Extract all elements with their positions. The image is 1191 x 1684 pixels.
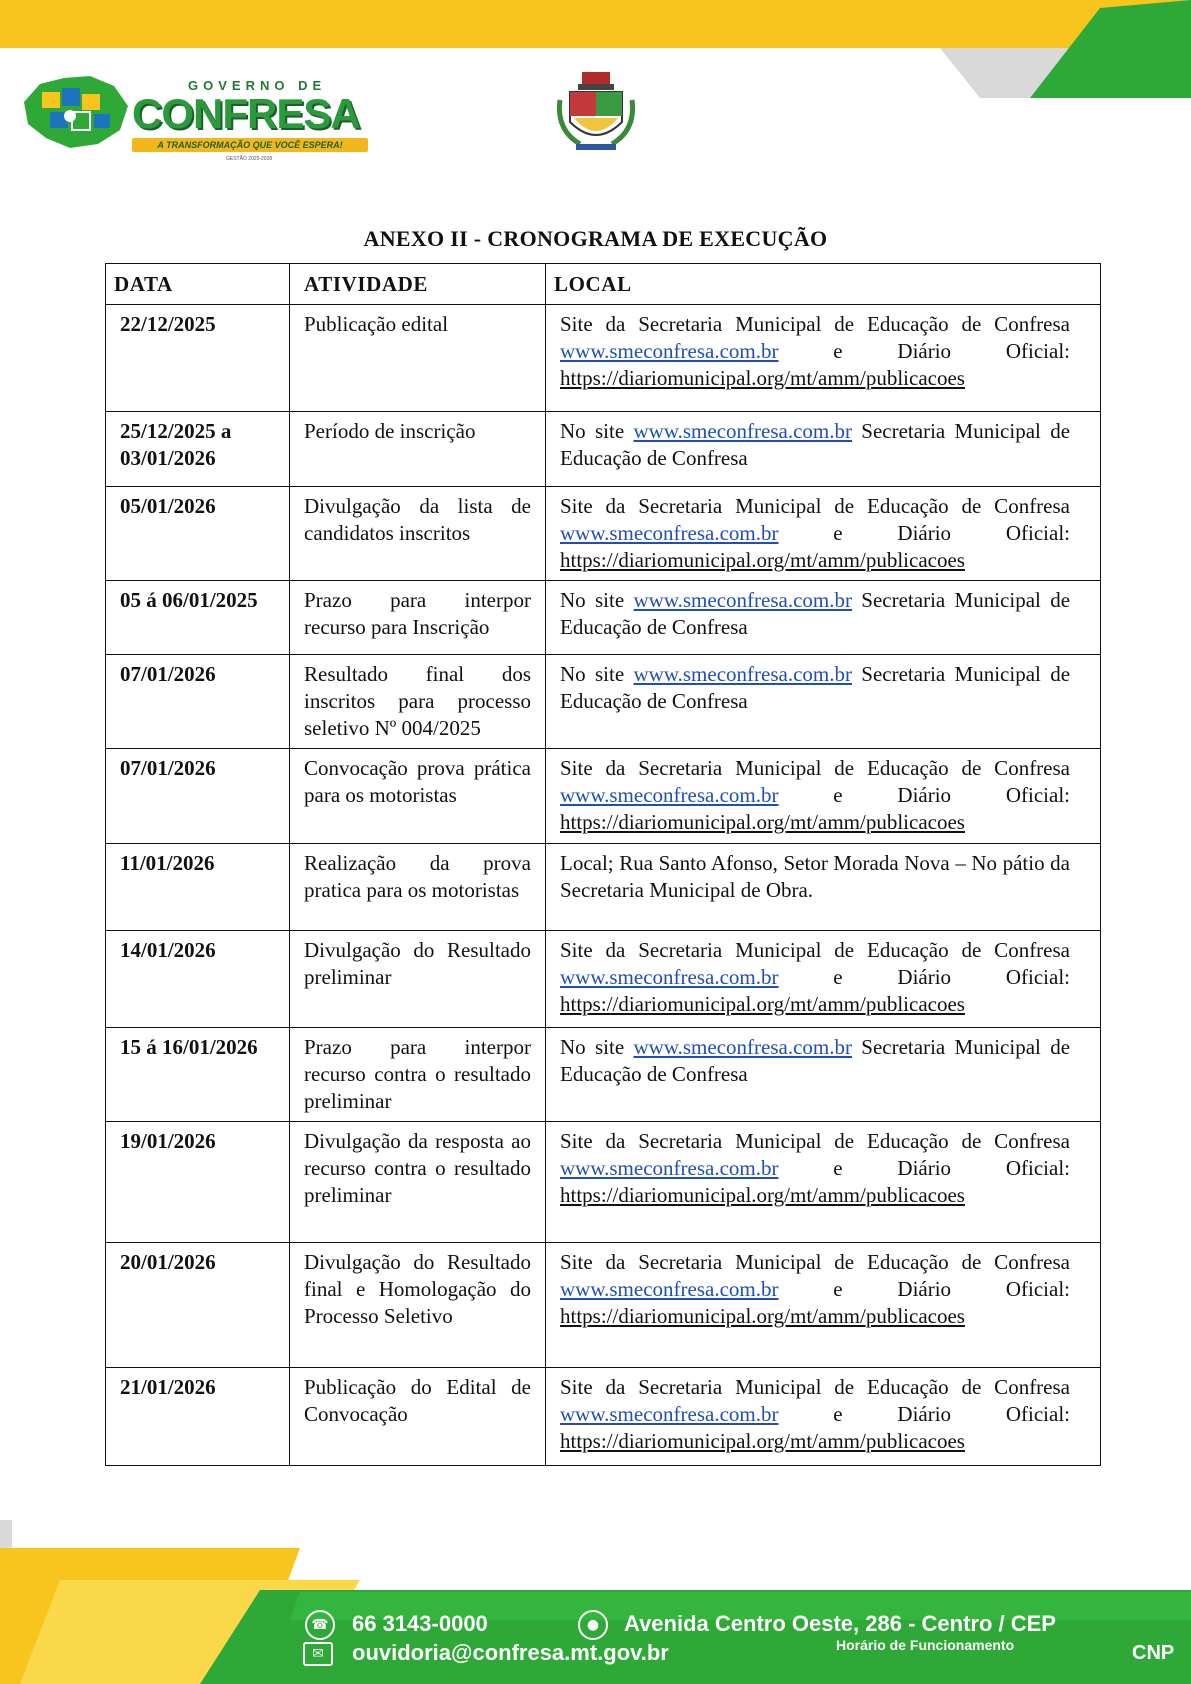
logo-term: GESTÃO 2025-2028 bbox=[226, 156, 273, 162]
confresa-logo bbox=[20, 68, 360, 168]
site-link[interactable]: www.smeconfresa.com.br bbox=[560, 521, 779, 545]
local-text: No site bbox=[560, 662, 634, 686]
table-row bbox=[106, 931, 1101, 1028]
table-row bbox=[106, 1122, 1101, 1243]
local-text: Site da Secretaria Municipal de Educação de Confresa bbox=[560, 1129, 1070, 1153]
row-local bbox=[546, 655, 1101, 749]
logo-tagline: A TRANSFORMAÇÃO QUE VOCÊ ESPERA! bbox=[132, 138, 368, 152]
row-local bbox=[546, 305, 1101, 412]
table-row bbox=[106, 487, 1101, 581]
mail-icon: ✉ bbox=[303, 1642, 333, 1666]
logo-government-label: GOVERNO DE bbox=[188, 78, 327, 93]
local-text: No site bbox=[560, 1035, 634, 1059]
local-text-suffix: Secretaria Municipal de Educação de Confresa bbox=[560, 588, 1071, 639]
row-date: 14/01/2026 bbox=[106, 931, 290, 1028]
row-activity: Convocação prova prática para os motoristas bbox=[290, 749, 546, 844]
footer-cnpj: CNP bbox=[1132, 1642, 1175, 1664]
local-text-suffix: e Diário Oficial: bbox=[778, 783, 1070, 807]
site-link[interactable]: www.smeconfresa.com.br bbox=[560, 339, 779, 363]
local-text-suffix: e Diário Oficial: bbox=[778, 521, 1070, 545]
row-activity: Divulgação do Resultado preliminar bbox=[290, 931, 546, 1028]
local-text-suffix: e Diário Oficial: bbox=[778, 1402, 1070, 1426]
row-date: 15 á 16/01/2026 bbox=[106, 1028, 290, 1122]
row-activity: Período de inscrição bbox=[290, 412, 546, 487]
local-text: Local; Rua Santo Afonso, Setor Morada Nova – No pátio da Secretaria Municipal de Obra. bbox=[560, 851, 1070, 902]
row-local bbox=[546, 1243, 1101, 1368]
row-activity: Publicação edital bbox=[290, 305, 546, 412]
site-link[interactable]: www.smeconfresa.com.br bbox=[560, 965, 779, 989]
table-header-row bbox=[106, 264, 1101, 305]
diario-oficial-link[interactable]: https://diariomunicipal.org/mt/amm/publicacoes bbox=[560, 1429, 965, 1453]
diario-oficial-link[interactable]: https://diariomunicipal.org/mt/amm/publicacoes bbox=[560, 1183, 965, 1207]
row-date: 07/01/2026 bbox=[106, 655, 290, 749]
row-activity: Divulgação do Resultado final e Homologação do Processo Seletivo bbox=[290, 1243, 546, 1368]
local-text: Site da Secretaria Municipal de Educação de Confresa bbox=[560, 938, 1070, 962]
local-text-suffix: e Diário Oficial: bbox=[778, 339, 1070, 363]
row-activity: Prazo para interpor recurso contra o resultado preliminar bbox=[290, 1028, 546, 1122]
diario-oficial-link[interactable]: https://diariomunicipal.org/mt/amm/publicacoes bbox=[560, 810, 965, 834]
row-local bbox=[546, 844, 1101, 931]
row-date: 05/01/2026 bbox=[106, 487, 290, 581]
site-link[interactable]: www.smeconfresa.com.br bbox=[560, 783, 779, 807]
footer-address: Avenida Centro Oeste, 286 - Centro / CEP bbox=[624, 1611, 1056, 1636]
table-row bbox=[106, 1028, 1101, 1122]
row-date: 25/12/2025 a 03/01/2026 bbox=[106, 412, 290, 487]
footer-hours-title: Horário de Funcionamento bbox=[836, 1637, 1015, 1653]
column-header-date: DATA bbox=[106, 264, 290, 305]
row-activity: Divulgação da resposta ao recurso contra o resultado preliminar bbox=[290, 1122, 546, 1243]
site-link[interactable]: www.smeconfresa.com.br bbox=[633, 662, 852, 686]
local-text: No site bbox=[560, 419, 634, 443]
row-activity: Divulgação da lista de candidatos inscritos bbox=[290, 487, 546, 581]
table-row bbox=[106, 581, 1101, 655]
table-row bbox=[106, 655, 1101, 749]
location-icon: ● bbox=[578, 1610, 608, 1640]
column-header-activity: ATIVIDADE bbox=[290, 264, 546, 305]
document-title: ANEXO II - CRONOGRAMA DE EXECUÇÃO bbox=[363, 226, 828, 251]
row-local bbox=[546, 749, 1101, 844]
row-date: 05 á 06/01/2025 bbox=[106, 581, 290, 655]
local-text-suffix: Secretaria Municipal de Educação de Confresa bbox=[560, 419, 1071, 470]
row-activity: Resultado final dos inscritos para processo seletivo Nº 004/2025 bbox=[290, 655, 546, 749]
site-link[interactable]: www.smeconfresa.com.br bbox=[633, 419, 852, 443]
diario-oficial-link[interactable]: https://diariomunicipal.org/mt/amm/publicacoes bbox=[560, 548, 965, 572]
row-local bbox=[546, 1028, 1101, 1122]
local-text: Site da Secretaria Municipal de Educação de Confresa bbox=[560, 1375, 1070, 1399]
schedule-table bbox=[105, 263, 1101, 1466]
local-text: Site da Secretaria Municipal de Educação de Confresa bbox=[560, 1250, 1070, 1274]
row-date: 19/01/2026 bbox=[106, 1122, 290, 1243]
footer-phone: 66 3143-0000 bbox=[352, 1611, 488, 1636]
row-date: 20/01/2026 bbox=[106, 1243, 290, 1368]
diario-oficial-link[interactable]: https://diariomunicipal.org/mt/amm/publicacoes bbox=[560, 992, 965, 1016]
row-local bbox=[546, 1368, 1101, 1466]
phone-icon: ☎ bbox=[305, 1610, 335, 1640]
site-link[interactable]: www.smeconfresa.com.br bbox=[633, 588, 852, 612]
table-row bbox=[106, 305, 1101, 412]
site-link[interactable]: www.smeconfresa.com.br bbox=[560, 1277, 779, 1301]
local-text-suffix: e Diário Oficial: bbox=[778, 965, 1070, 989]
table-row bbox=[106, 1243, 1101, 1368]
row-activity: Realização da prova pratica para os motoristas bbox=[290, 844, 546, 931]
table-row bbox=[106, 844, 1101, 931]
local-text-suffix: Secretaria Municipal de Educação de Confresa bbox=[560, 1035, 1071, 1086]
local-text: Site da Secretaria Municipal de Educação de Confresa bbox=[560, 494, 1070, 518]
local-text-suffix: e Diário Oficial: bbox=[778, 1156, 1070, 1180]
row-local bbox=[546, 412, 1101, 487]
row-local bbox=[546, 1122, 1101, 1243]
local-text: No site bbox=[560, 588, 634, 612]
site-link[interactable]: www.smeconfresa.com.br bbox=[560, 1156, 779, 1180]
table-row bbox=[106, 1368, 1101, 1466]
municipal-coat-of-arms-icon bbox=[556, 70, 636, 154]
local-text-suffix: Secretaria Municipal de Educação de Confresa bbox=[560, 662, 1071, 713]
site-link[interactable]: www.smeconfresa.com.br bbox=[560, 1402, 779, 1426]
logo-city-name: CONFRESA bbox=[132, 90, 360, 137]
column-header-local: LOCAL bbox=[546, 264, 1101, 305]
row-activity: Publicação do Edital de Convocação bbox=[290, 1368, 546, 1466]
local-text: Site da Secretaria Municipal de Educação de Confresa bbox=[560, 756, 1070, 780]
row-date: 22/12/2025 bbox=[106, 305, 290, 412]
local-text: Site da Secretaria Municipal de Educação de Confresa bbox=[560, 312, 1070, 336]
table-row bbox=[106, 749, 1101, 844]
table-row bbox=[106, 412, 1101, 487]
row-local bbox=[546, 931, 1101, 1028]
row-date: 07/01/2026 bbox=[106, 749, 290, 844]
local-text-suffix: e Diário Oficial: bbox=[778, 1277, 1070, 1301]
footer-email[interactable]: ouvidoria@confresa.mt.gov.br bbox=[352, 1640, 669, 1665]
site-link[interactable]: www.smeconfresa.com.br bbox=[633, 1035, 852, 1059]
mato-grosso-map-icon bbox=[20, 72, 132, 152]
row-activity: Prazo para interpor recurso para Inscrição bbox=[290, 581, 546, 655]
row-date: 21/01/2026 bbox=[106, 1368, 290, 1466]
diario-oficial-link[interactable]: https://diariomunicipal.org/mt/amm/publicacoes bbox=[560, 366, 965, 390]
row-local bbox=[546, 581, 1101, 655]
diario-oficial-link[interactable]: https://diariomunicipal.org/mt/amm/publicacoes bbox=[560, 1304, 965, 1328]
row-date: 11/01/2026 bbox=[106, 844, 290, 931]
row-local bbox=[546, 487, 1101, 581]
